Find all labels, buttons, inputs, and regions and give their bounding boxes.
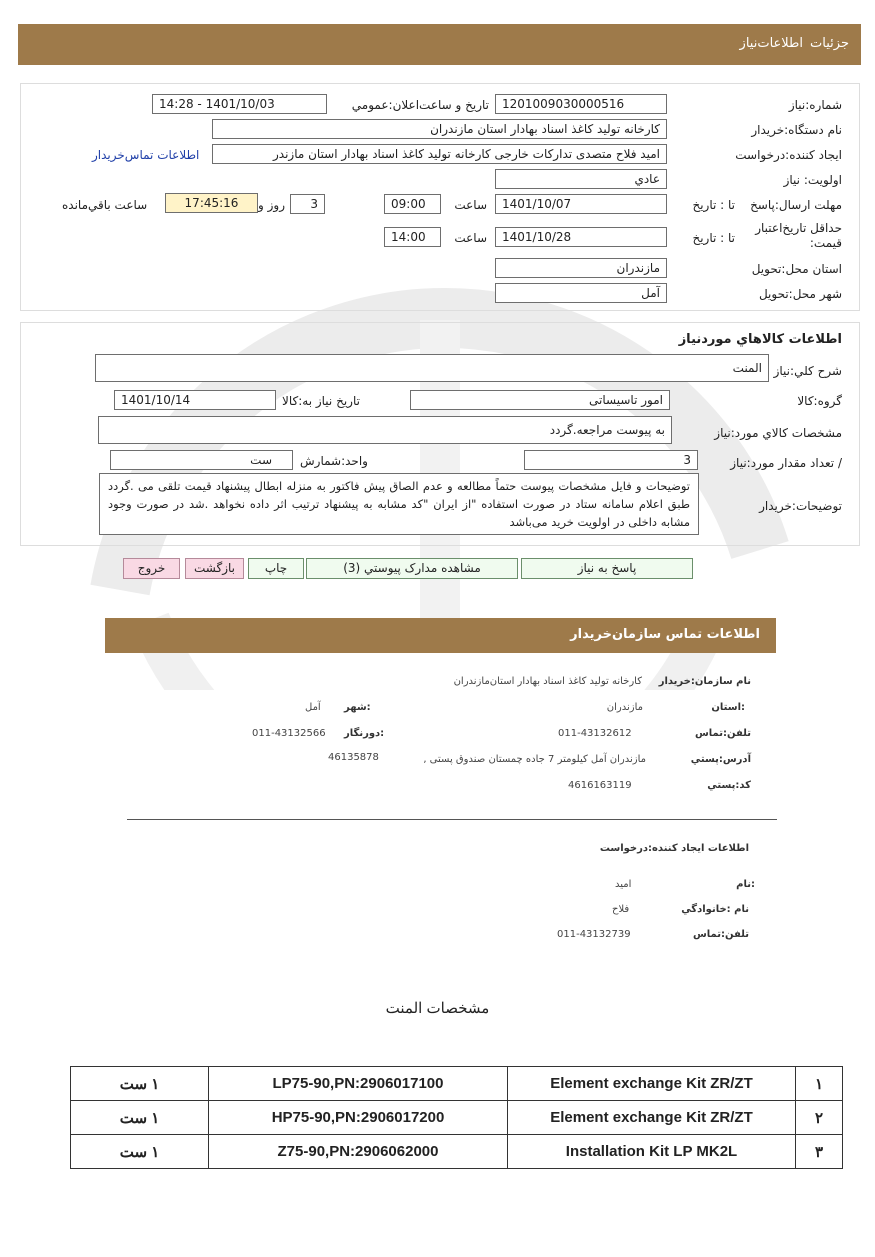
view-attachments-button[interactable]: مشاهده مدارک پيوستي (3) [306,558,518,579]
part-number: LP75-90,PN:2906017100 [209,1067,508,1101]
contact-fax-value: 011-43132566 [252,728,326,739]
buyer-notes-field: توضیحات و فایل مشخصات پیوست حتماً مطالعه و عدم الصاق پیش فاکتور به منزله ابطال پیشنهاد قیمت تلقی می .گردد طبق اعلام سامانه ستاد در صورت استفاده "از ایران "کد مشابه به پیشنهاد ترتیب اثر داده نخواهد .شد در صورت وجود مشابه داخلی در اولویت خرید می‌باشد [99,473,699,535]
creator-family-label: نام :خانوادگي [681,904,749,915]
remaining-label: ساعت باقي‌مانده [62,198,148,212]
deadline-hour-field: 09:00 [384,194,441,214]
remaining-time-field: 17:45:16 [165,193,258,213]
specs-table [70,1066,843,1169]
item-name: Element exchange Kit ZR/ZT [508,1067,796,1101]
priority-field: عادي [495,169,667,189]
contact-po-box: 46135878 [328,752,379,763]
item-name: Element exchange Kit ZR/ZT [508,1101,796,1135]
unit-label: واحد:شمارش [300,454,368,468]
announce-field: 1401/10/03 - 14:28 [152,94,327,114]
creator-family-value: فلاح [612,904,630,915]
need-date-label: تاريخ نياز به:کالا [282,394,360,408]
validity-date-field: 1401/10/28 [495,227,667,247]
table-row [71,1101,843,1135]
row-number: ۲ [796,1101,843,1135]
priority-label: اولويت: نياز [783,173,842,187]
contact-postal-value: 4616163119 [568,780,632,791]
creator-phone-label: تلفن:تماس [692,929,749,940]
buyer-org-field: کارخانه تولید کاغذ اسناد بهادار استان مازندران [212,119,667,139]
reply-button[interactable]: پاسخ به نياز [521,558,693,579]
validity-hour-label: ساعت [454,231,487,245]
contact-address-label: آدرس:پستي [690,754,751,765]
contact-header [105,618,776,653]
part-number: HP75-90,PN:2906017200 [209,1101,508,1135]
part-number: Z75-90,PN:2906062000 [209,1135,508,1169]
deadline-to-date-label: تا : تاريخ [692,198,735,212]
tab-details[interactable]: جزئيات [810,36,849,51]
creator-name-label: :نام [736,879,755,890]
unit-field: ست [110,450,293,470]
goods-spec-label: مشخصات کالاي مورد:نياز [714,426,842,440]
goods-desc-label: شرح کلي:نياز [773,364,842,378]
item-name: Installation Kit LP MK2L [508,1135,796,1169]
item-qty: ۱ ست [71,1135,209,1169]
goods-qty-field: 3 [524,450,698,470]
buyer-org-label: نام دستگاه:خريدار [751,123,842,137]
exit-button[interactable]: خروج [123,558,180,579]
province-label: استان محل:تحويل [751,262,842,276]
province-field: مازندران [495,258,667,278]
need-date-field: 1401/10/14 [114,390,276,410]
contact-province-value: مازندران [606,702,643,713]
contact-phone-value: 011-43132612 [558,728,632,739]
top-header [18,24,861,65]
announce-label: تاريخ و ساعت‌اعلان:عمومي [351,98,489,112]
day-label: روز و [258,198,285,212]
contact-org-label: نام سازمان:خريدار [658,676,751,687]
validity-hour-field: 14:00 [384,227,441,247]
goods-group-field: امور تاسیساتی [410,390,670,410]
item-qty: ۱ ست [71,1067,209,1101]
creator-info-title: اطلاعات ايجاد کننده:درخواست [599,843,749,854]
deadline-hour-label: ساعت [454,198,487,212]
need-number-label: شماره:نياز [788,98,842,112]
deadline-date-field: 1401/10/07 [495,194,667,214]
need-number-field: 1201009030000516 [495,94,667,114]
goods-desc-field: المنت [95,354,769,382]
item-qty: ۱ ست [71,1101,209,1135]
goods-spec-field: به پیوست مراجعه.گردد [98,416,672,444]
row-number: ۱ [796,1067,843,1101]
table-row [71,1135,843,1169]
contact-postal-label: کد:پستي [707,780,751,791]
days-field: 3 [290,194,325,214]
creator-field: امید فلاح متصدی تدارکات خارجی کارخانه تولید کاغذ اسناد بهادار استان مازندر [212,144,667,164]
contact-address-value: مازندران آمل کیلومتر 7 جاده چمستان صندوق پستی , [423,754,646,765]
deadline-label: مهلت ارسال:پاسخ [750,198,842,212]
contact-divider [127,819,777,820]
goods-section-title: اطلاعات کالاهاي مورد‌نياز [678,332,842,347]
contact-city-label: :شهر [344,702,371,713]
table-row [71,1067,843,1101]
city-field: آمل [495,283,667,303]
contact-fax-label: :دورنگار [344,728,385,739]
creator-label: ايجاد کننده:درخواست [735,148,842,162]
contact-city-value: آمل [305,702,321,713]
creator-phone-value: 011-43132739 [557,929,631,940]
row-number: ۳ [796,1135,843,1169]
validity-label: حداقل تاريخ‌اعتبار قيمت: [755,221,842,250]
print-button[interactable]: چاپ [248,558,304,579]
contact-title: اطلاعات تماس سازمان‌خريدار [570,627,760,642]
validity-to-date-label: تا : تاريخ [692,231,735,245]
creator-name-value: امید [615,879,632,890]
back-button[interactable]: بازگشت [185,558,244,579]
city-label: شهر محل:تحويل [758,287,842,301]
buyer-contact-link[interactable]: اطلاعات تماس‌خريدار [92,148,200,162]
contact-phone-label: تلفن:تماس [694,728,751,739]
contact-province-label: :استان [711,702,745,713]
goods-qty-label: / تعداد مقدار مورد:نياز [730,456,842,470]
goods-group-label: گروه:کالا [797,394,842,408]
buyer-notes-label: توضيحات:خريدار [759,499,842,513]
tab-need-info[interactable]: اطلاعات‌نياز [739,36,803,51]
contact-org-value: کارخانه تولید کاغذ اسناد بهادار استان‌مازندران [453,676,642,687]
specs-title: مشخصات المنت [385,1000,490,1017]
